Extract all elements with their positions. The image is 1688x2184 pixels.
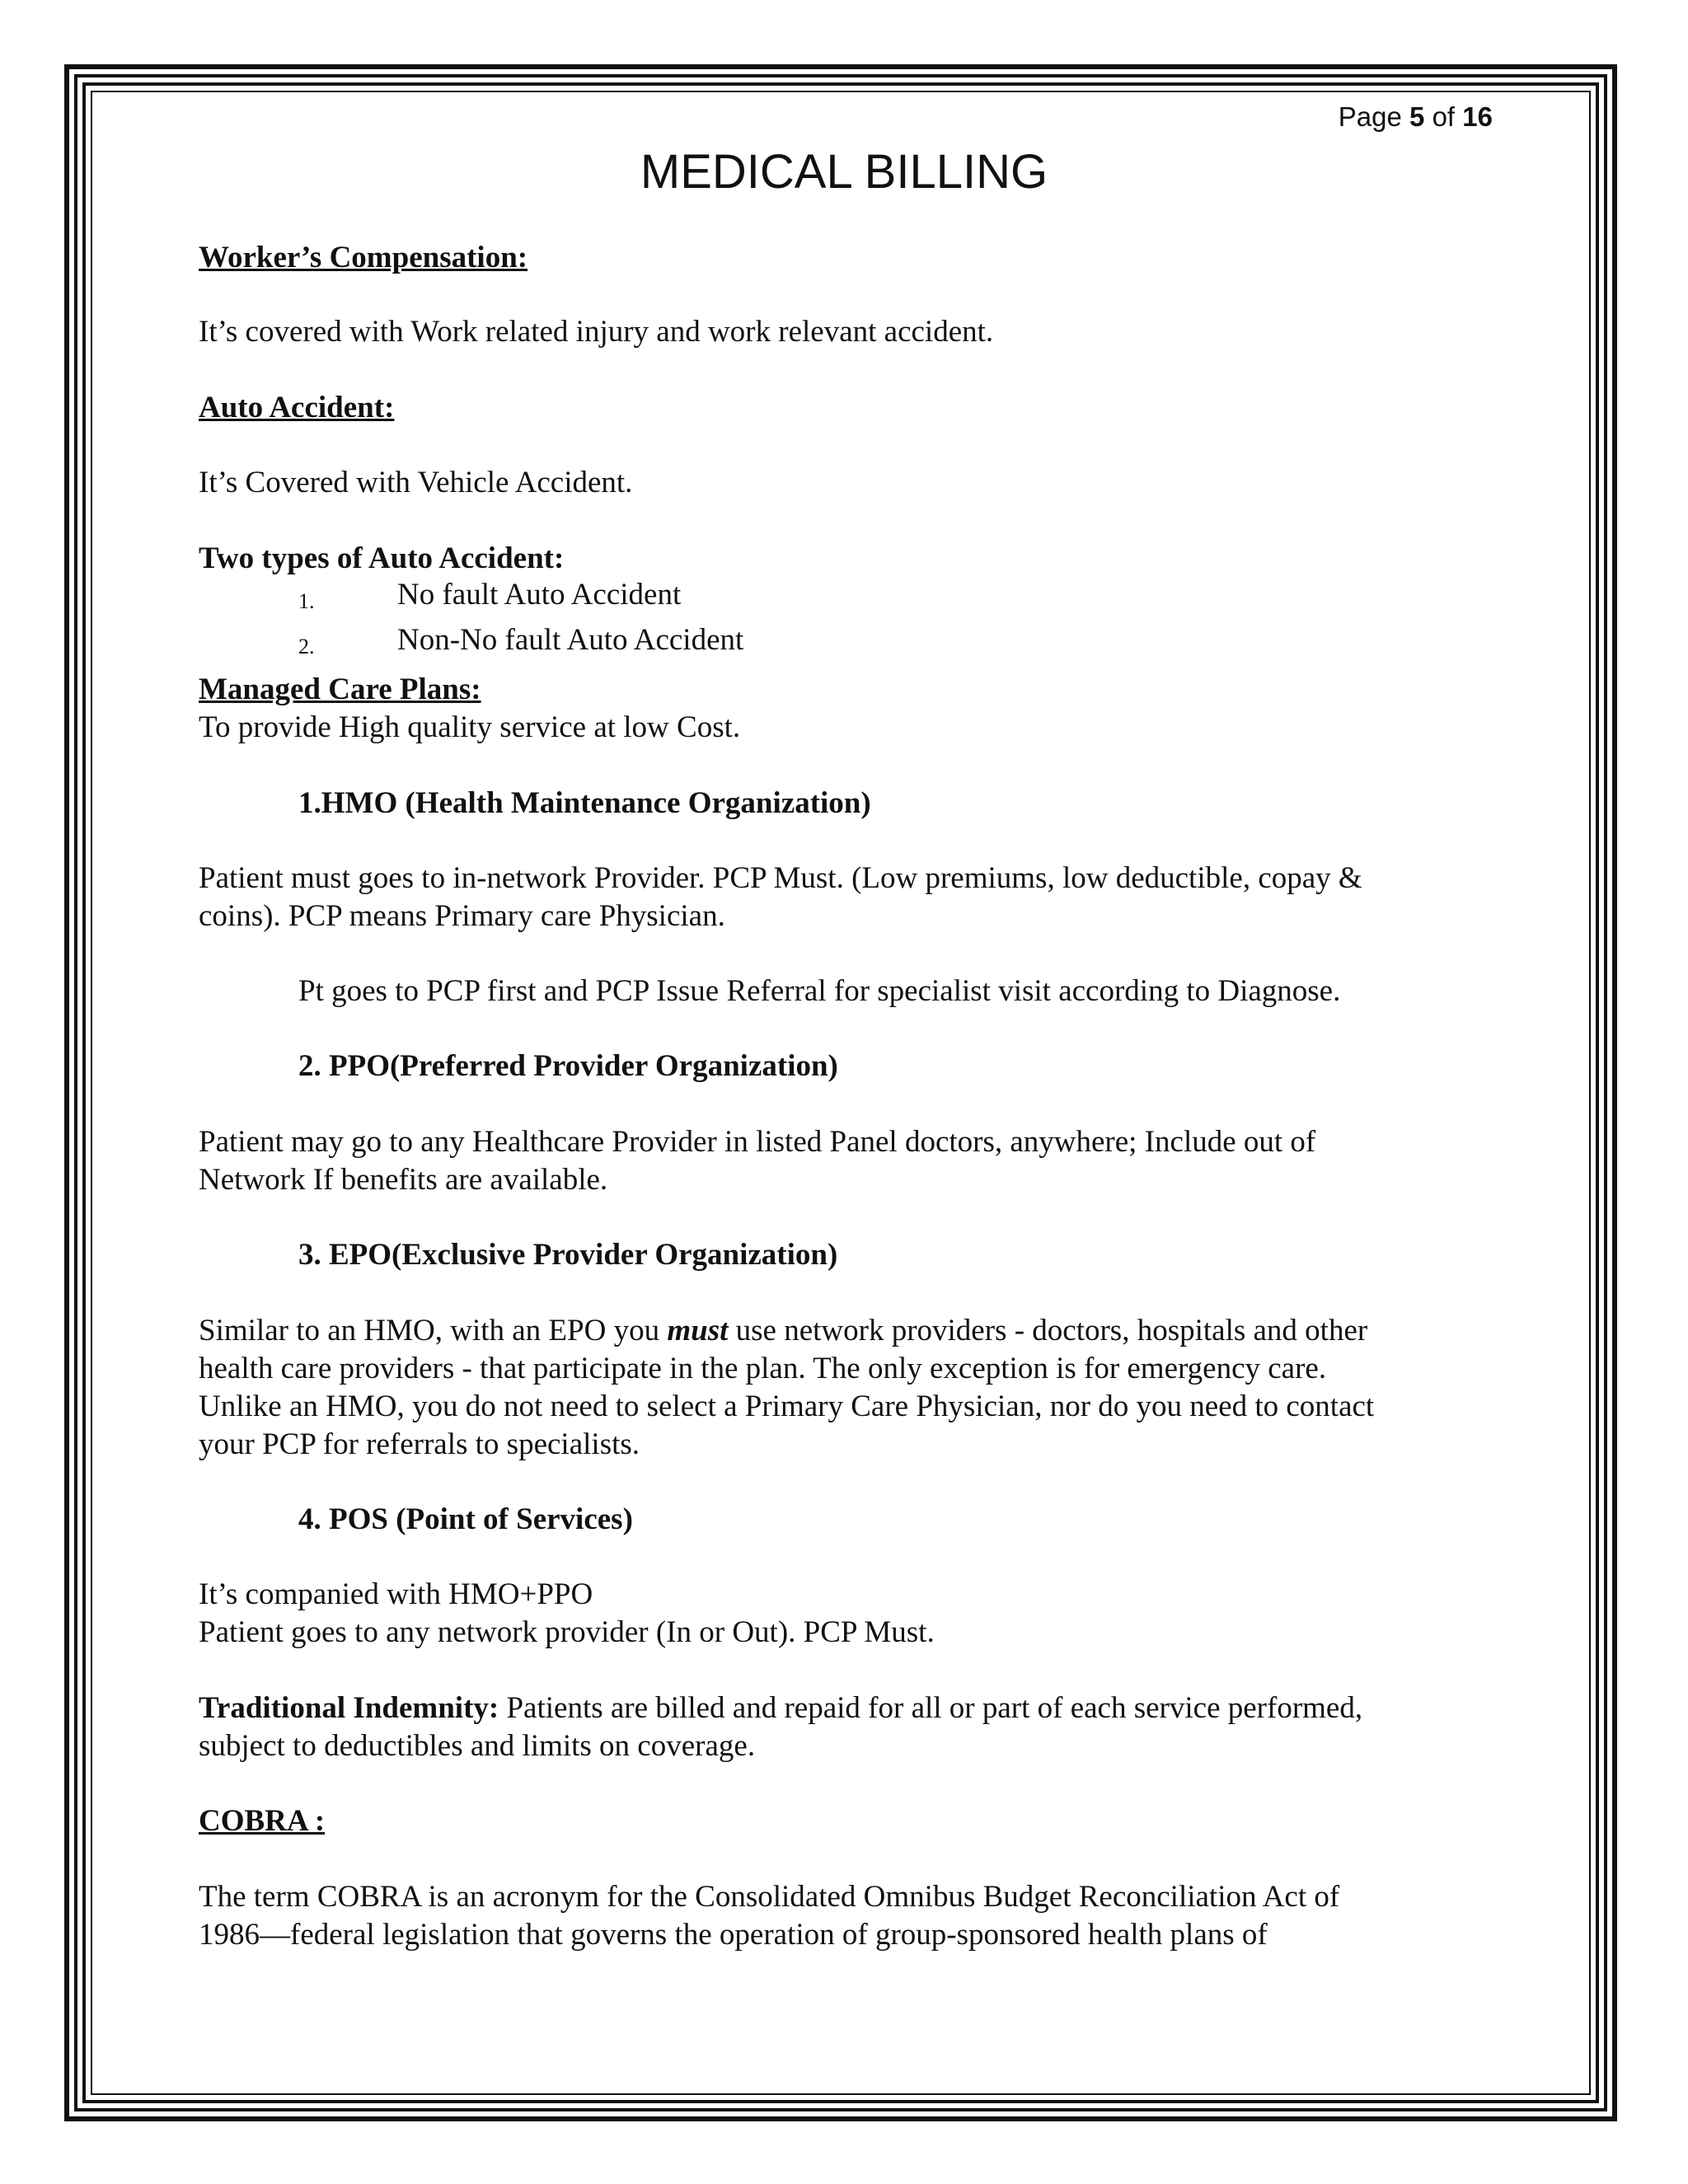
ppo-text-line: Network If benefits are available. xyxy=(199,1163,608,1197)
pos-text-line: It’s companied with HMO+PPO xyxy=(199,1577,593,1611)
cobra-heading: COBRA : xyxy=(199,1804,326,1838)
ppo-heading: 2. PPO(Preferred Provider Organization) xyxy=(298,1049,838,1083)
managed-care-heading: Managed Care Plans: xyxy=(199,673,481,706)
epo-text-line: health care providers - that participate in the plan. The only exception is for emergency care. xyxy=(199,1352,1327,1385)
epo-text-line: Similar to an HMO, with an EPO you must use network providers - doctors, hospitals and other xyxy=(199,1314,1368,1347)
managed-care-text: To provide High quality service at low Cost. xyxy=(199,710,741,744)
indemnity-text-line: Traditional Indemnity: Patients are billed and repaid for all or part of each service performed, xyxy=(199,1691,1363,1725)
auto-accident-types-heading: Two types of Auto Accident: xyxy=(199,541,565,575)
workers-comp-heading: Worker’s Compensation: xyxy=(199,241,528,274)
workers-comp-text: It’s covered with Work related injury and work relevant accident. xyxy=(199,315,994,349)
emphasis-must: must xyxy=(667,1314,729,1347)
pos-text-line: Patient goes to any network provider (In or Out). PCP Must. xyxy=(199,1615,935,1649)
hmo-text-line: coins). PCP means Primary care Physician. xyxy=(199,899,725,933)
cobra-text-line: 1986—federal legislation that governs the operation of group-sponsored health plans of xyxy=(199,1918,1268,1952)
hmo-referral-text: Pt goes to PCP first and PCP Issue Referral for specialist visit according to Diagnose. xyxy=(298,974,1341,1008)
auto-accident-text: It’s Covered with Vehicle Accident. xyxy=(199,466,633,499)
page-title: MEDICAL BILLING xyxy=(640,145,1048,199)
hmo-heading: 1.HMO (Health Maintenance Organization) xyxy=(298,786,871,820)
epo-heading: 3. EPO(Exclusive Provider Organization) xyxy=(298,1238,838,1272)
epo-text-line: your PCP for referrals to specialists. xyxy=(199,1427,640,1461)
list-label: No fault Auto Accident xyxy=(397,578,682,612)
list-label: Non-No fault Auto Accident xyxy=(397,623,744,657)
indemnity-text-line: subject to deductibles and limits on coverage. xyxy=(199,1729,756,1763)
indemnity-label: Traditional Indemnity: xyxy=(199,1691,499,1725)
pos-heading: 4. POS (Point of Services) xyxy=(298,1502,633,1536)
page-number: Page 5 of 16 xyxy=(1338,101,1493,132)
list-number: 2. xyxy=(298,635,315,658)
cobra-text-line: The term COBRA is an acronym for the Consolidated Omnibus Budget Reconciliation Act of xyxy=(199,1880,1340,1914)
list-number: 1. xyxy=(298,589,315,613)
ppo-text-line: Patient may go to any Healthcare Provider in listed Panel doctors, anywhere; Include out of xyxy=(199,1125,1316,1159)
hmo-text-line: Patient must goes to in-network Provider. PCP Must. (Low premiums, low deductible, copay & xyxy=(199,861,1362,895)
auto-accident-heading: Auto Accident: xyxy=(199,391,395,424)
epo-text-line: Unlike an HMO, you do not need to select a Primary Care Physician, nor do you need to contact xyxy=(199,1390,1375,1423)
